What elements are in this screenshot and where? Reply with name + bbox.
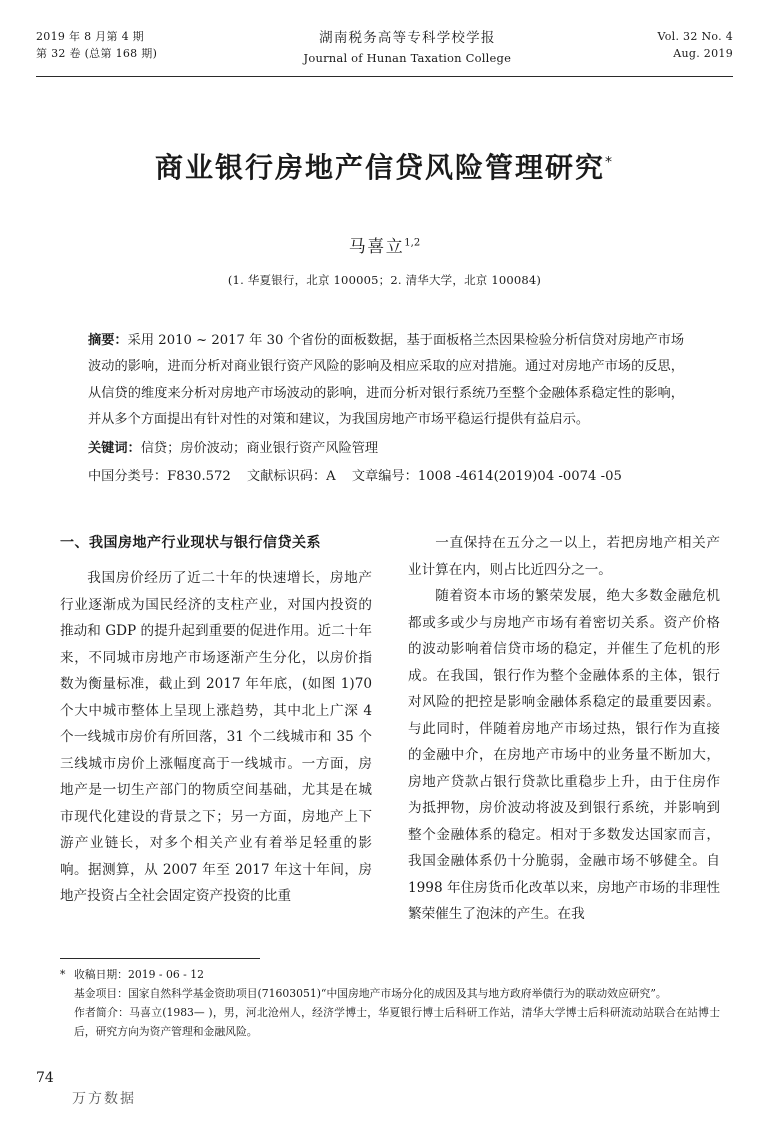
volume-serial-line: 第 32 卷 (总第 168 期): [36, 47, 158, 61]
title-footnote-marker: *: [605, 154, 614, 171]
footnote-received: [60, 966, 720, 985]
article-id-value: 1008 -4614(2019)04 -0074 -05: [417, 469, 622, 485]
keywords-label: 关键词：: [88, 440, 141, 456]
issue-date-line: 2019 年 8 月第 4 期: [36, 30, 144, 43]
body-columns: [60, 530, 720, 945]
running-head-right: [657, 28, 733, 62]
author-name: [0, 232, 769, 257]
clc-value: F830.572: [167, 469, 231, 485]
left-column: [60, 530, 372, 945]
volume-number-line: Vol. 32 No. 4: [657, 30, 733, 43]
running-head-left: [36, 28, 157, 62]
author-affiliation: (1. 华夏银行，北京 100005；2. 清华大学，北京 100084): [227, 273, 542, 287]
footnote-block: [60, 966, 720, 1042]
doc-code-label: 文献标识码：: [247, 469, 327, 485]
article-id-label: 文章编号：: [351, 469, 418, 485]
footnote-star-marker: *: [60, 968, 66, 981]
author-affiliation-marker: 1,2: [404, 237, 421, 249]
journal-name: [157, 28, 657, 68]
database-watermark: 万方数据: [72, 1091, 136, 1107]
left-column-paragraph: 我国房价经历了近二十年的快速增长，房地产行业逐渐成为国民经济的支柱产业，对国内投资的推动和 GDP 的提升起到重要的促进作用。近二十年来，不同城市房地产市场逐渐产生分化，以房价指数为衡量标准，截止到 2017 年年底，(如图 1)70 个大中城市整体上呈现上涨趋势，其中北上广深 4 个一线城市房价有所回落，31 个二线城市和 35 个三线城市房价上涨幅度高于一线城市。一方面，房地产是一切生产部门的物质空间基础，尤其是在城市现代化建设的背景之下；另一方面，房地产上下游产业链长，对多个相关产业有着举足轻重的影响。据测算，从 2007 年至 2017 年这十年间，房地产投资占全社会固定资产投资的比重: [60, 570, 372, 905]
journal-name-en: Journal of Hunan Taxation College: [303, 50, 512, 65]
keywords-paragraph: [88, 436, 684, 462]
classification-paragraph: [88, 464, 684, 490]
header-divider: [36, 76, 733, 77]
month-year-line: Aug. 2019: [673, 47, 733, 61]
running-head: [36, 28, 733, 68]
author-name-text: 马喜立: [348, 237, 405, 257]
right-column-paragraph-1: 一直保持在五分之一以上，若把房地产相关产业计算在内，则占比近四分之一。: [408, 535, 720, 578]
section-heading: 一、我国房地产行业现状与银行信贷关系: [60, 535, 321, 551]
abstract-block: [88, 328, 684, 492]
page-title: [0, 146, 769, 186]
clc-label: 中国分类号：: [88, 469, 168, 485]
footnote-divider: [60, 958, 260, 959]
footnote-received-text: 收稿日期：2019 - 06 - 12: [74, 968, 204, 981]
abstract-paragraph: [88, 328, 684, 434]
abstract-text: 采用 2010 ~ 2017 年 30 个省份的面板数据，基于面板格兰杰因果检验分析信贷对房地产市场波动的影响，进而分析对商业银行资产风险的影响及相应采取的应对措施。通过对房地产市场的反思，从信贷的维度来分析对房地产市场波动的影响，进而分析对银行系统乃至整个金融体系稳定性的影响，并从多个方面提出有针对性的对策和建议，为我国房地产市场平稳运行提供有益启示。: [88, 333, 685, 428]
keywords-text: 信贷；房价波动；商业银行资产风险管理: [140, 440, 379, 456]
right-column: [408, 530, 720, 945]
footnote-bio: 作者简介：马喜立(1983— )，男，河北沧州人，经济学博士，华夏银行博士后科研工作站，清华大学博士后科研流动站联合在站博士后，研究方向为资产管理和金融风险。: [74, 1005, 720, 1038]
abstract-label: 摘要：: [88, 333, 128, 348]
doc-code-value: A: [326, 469, 336, 485]
page-number: 74: [36, 1070, 54, 1086]
right-column-paragraph-2: 随着资本市场的繁荣发展，绝大多数金融危机都或多或少与房地产市场有着密切关系。资产价格的波动影响着信贷市场的稳定，并催生了危机的形成。在我国，银行作为整个金融体系的主体，银行对风险的把控是影响金融体系稳定的最重要因素。与此同时，伴随着房地产市场过热，银行作为直接的金融中介，在房地产市场中的业务量不断加大，房地产贷款占银行贷款比重稳步上升，由于住房作为抵押物，房价波动将波及到银行系统，并影响到整个金融体系的稳定。相对于多数发达国家而言，我国金融体系仍十分脆弱，金融市场不够健全。自 1998 年住房货币化改革以来，房地产市场的非理性繁荣催生了泡沫的产生。在我: [408, 588, 720, 922]
article-title-text: 商业银行房地产信贷风险管理研究: [154, 151, 605, 184]
footnote-fund: 基金项目：国家自然科学基金资助项目(71603051)“中国房地产市场分化的成因及其与地方政府举债行为的联动效应研究”。: [74, 986, 667, 1000]
journal-name-cn: 湖南税务高等专科学校学报: [319, 30, 496, 46]
